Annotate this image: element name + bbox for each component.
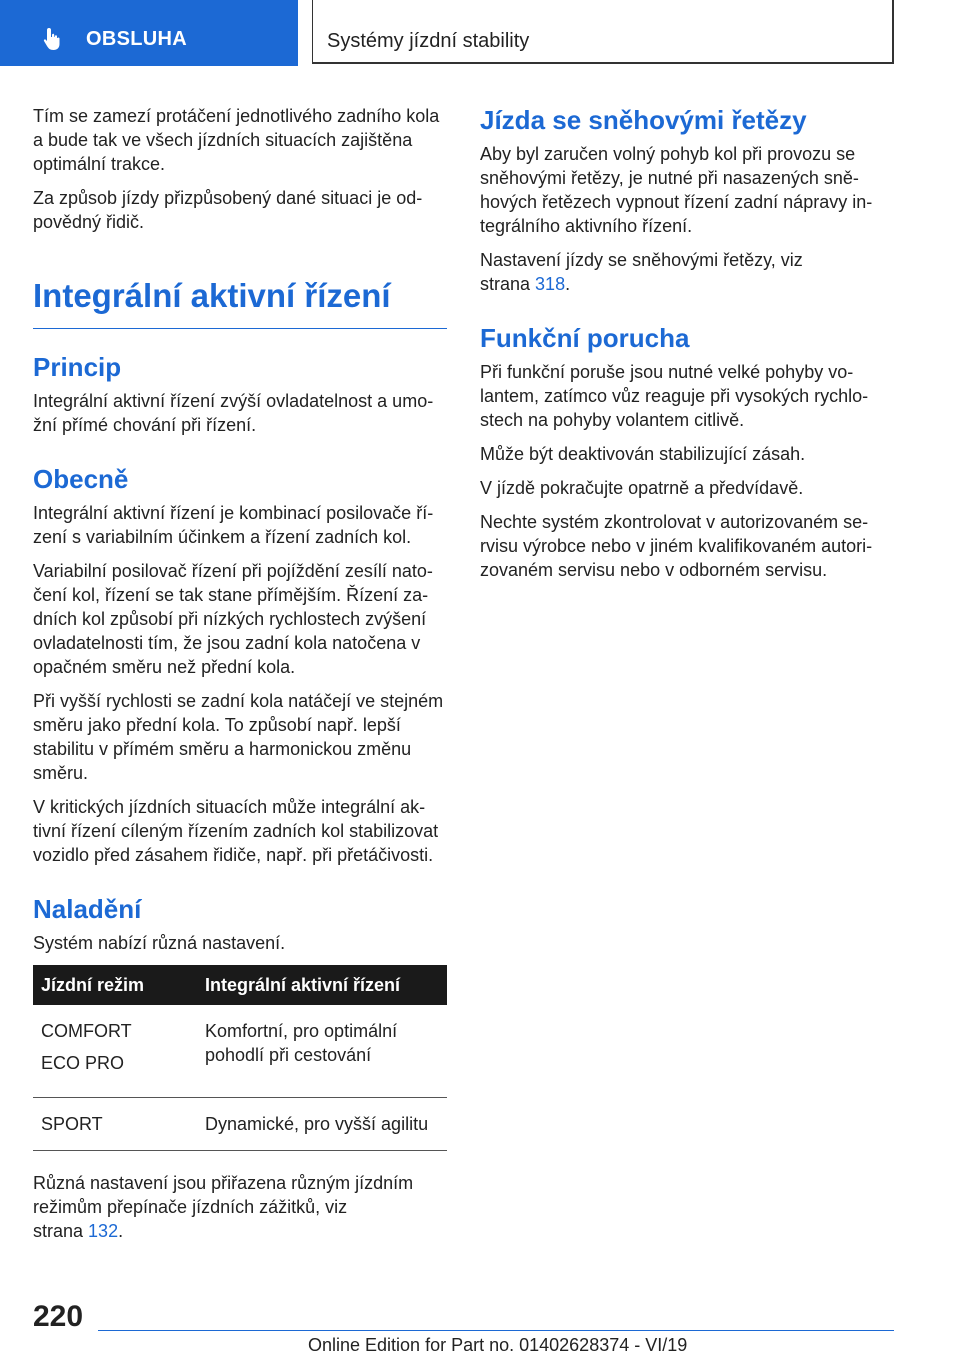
right-column [480, 104, 896, 592]
table-header-mode: Jízdní režim [33, 965, 197, 1005]
obecne-paragraph-4: V kritických jízdních situacích může integrální aktivní řízení cíleným řízením zadních kol stabilizovat vozidlo před zásahem řidiče, např. při přetáčivosti. [33, 797, 439, 865]
section-tab[interactable] [0, 0, 298, 66]
table-row [33, 1098, 447, 1151]
table-cell-mode [33, 1005, 197, 1098]
after-table-text: Různá nastavení jsou přiřazena různým jízdním režimům přepínače jízdních zážitků, viz [33, 1173, 414, 1217]
fault-heading: Funkční porucha [480, 323, 690, 353]
naladeni-paragraph: Systém nabízí různá nastavení. [33, 933, 286, 953]
page-ref-label: strana [480, 274, 531, 294]
page-ref-link[interactable]: 318 [535, 274, 566, 294]
princip-paragraph: Integrální aktivní řízení zvýší ovladatelnost a umožní přímé chování při řízení. [33, 391, 434, 435]
section-label: OBSLUHA [86, 28, 187, 50]
table-header-steering: Integrální aktivní řízení [197, 965, 447, 1005]
page-ref-link[interactable]: 132 [88, 1221, 119, 1241]
fault-paragraph-1: Při funkční poruše jsou nutné velké pohyby volantem, zatímco vůz reaguje při vysokých rychlostech na pohyby volantem citlivě. [480, 362, 869, 430]
mode-comfort: COMFORT [41, 1021, 132, 1041]
after-table-paragraph: Různá nastavení jsou přiřazena různým jízdním režimům přepínače jízdních zážitků, viz strana 132. [33, 1173, 414, 1241]
mode-eco-pro: ECO PRO [41, 1053, 125, 1073]
table-cell-value: Dynamické, pro vyšší agilitu [197, 1098, 447, 1151]
obecne-paragraph-1: Integrální aktivní řízení je kombinací posilovače řízení s variabilním účinkem a řízení zadních kol. [33, 503, 434, 547]
princip-heading: Princip [33, 352, 122, 382]
chapter-box [312, 0, 894, 64]
obecne-heading: Obecně [33, 464, 129, 494]
left-column [33, 104, 447, 1253]
snow-paragraph-2: Nastavení jízdy se sněhovými řetězy, viz strana 318. [480, 250, 803, 294]
fault-paragraph-4: Nechte systém zkontrolovat v autorizovaném servisu výrobce nebo v jiném kvalifikovaném autorizovaném servisu nebo v odborném servisu. [480, 512, 873, 580]
table-row [33, 1005, 447, 1098]
naladeni-heading: Naladění [33, 894, 142, 924]
table-cell-value: Komfortní, pro optimální pohodlí při cestování [197, 1005, 447, 1098]
intro-paragraph-2: Za způsob jízdy přizpůsobený dané situaci je odpovědný řidič. [33, 188, 423, 232]
page-number: 220 [33, 1300, 84, 1333]
snow-paragraph-1: Aby byl zaručen volný pohyb kol při provozu se sněhovými řetězy, je nutné při nasazených sněhových řetězech vypnout řízení zadní nápravy integrálního aktivního řízení. [480, 144, 873, 236]
edition-text: Online Edition for Part no. 01402628374 - VI/19 [308, 1335, 688, 1355]
obecne-paragraph-3: Při vyšší rychlosti se zadní kola natáčejí ve stejném směru jako přední kola. To způsobí např. lepší stabilitu v přímém směru a harmonickou změnu směru. [33, 691, 444, 783]
modes-table [33, 965, 447, 1151]
page-ref-label: strana [33, 1221, 84, 1241]
hand-pointer-icon [40, 26, 66, 52]
footer-divider [98, 1330, 894, 1331]
obecne-paragraph-2: Variabilní posilovač řízení při pojíždění zesílí natočení kol, řízení se tak stane přímějším. Řízení zadních kol způsobí při nízkých rychlostech zvýšení ovladatelnosti tím, že jsou zadní kola natočena v opačném směru než přední kola. [33, 561, 433, 677]
chapter-title: Systémy jízdní stability [327, 30, 530, 52]
fault-paragraph-3: V jízdě pokračujte opatrně a předvídavě. [480, 478, 804, 498]
table-cell-mode: SPORT [33, 1098, 197, 1151]
main-heading-block [33, 276, 447, 329]
table-header-row [33, 965, 447, 1005]
page-header [0, 0, 960, 66]
fault-paragraph-2: Může být deaktivován stabilizující zásah. [480, 444, 806, 464]
snow-chains-heading: Jízda se sněhovými řetězy [480, 105, 807, 135]
intro-paragraph-1: Tím se zamezí protáčení jednotlivého zadního kola a bude tak ve všech jízdních situacích zajištěna optimální trakce. [33, 106, 440, 174]
main-heading: Integrální aktivní řízení [33, 277, 391, 314]
snow-paragraph-2-text: Nastavení jízdy se sněhovými řetězy, viz [480, 250, 803, 270]
